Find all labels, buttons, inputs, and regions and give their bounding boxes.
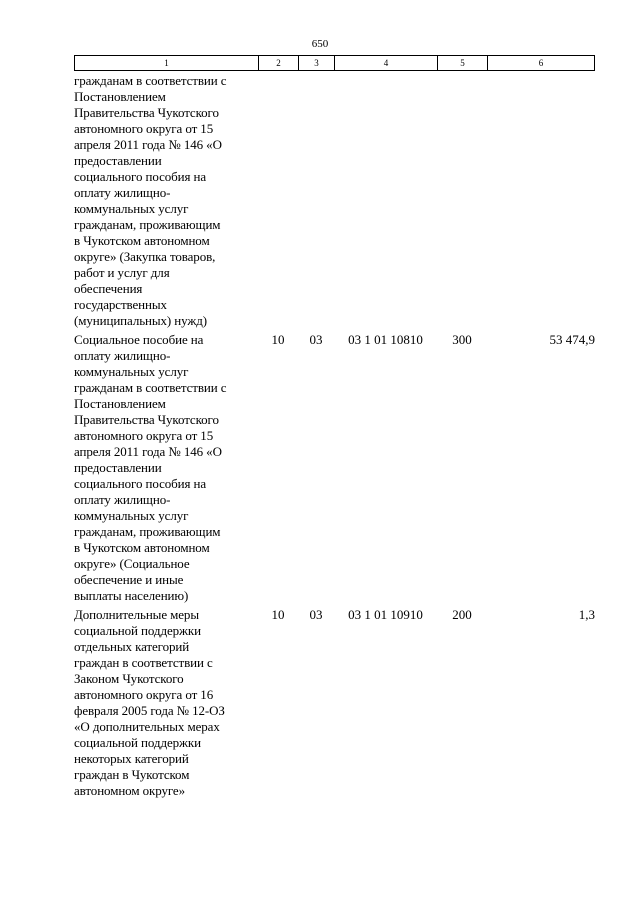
table-body bbox=[74, 73, 595, 802]
table-row bbox=[74, 73, 595, 329]
header-col-1: 1 bbox=[75, 56, 259, 70]
table-row bbox=[74, 607, 595, 799]
row-target-code: 03 1 01 10910 bbox=[348, 607, 423, 622]
header-col-2: 2 bbox=[259, 56, 299, 70]
row-expense-type: 300 bbox=[452, 332, 472, 347]
row-name: Дополнительные меры социальной поддержки отдельных категорий граждан в соответствии с Законом Чукотского автономного округа от 16 февраля 2005 года № 12-ОЗ «О дополнительных мерах социальной поддержки некоторых категорий граждан в Чукотском автономном округе» bbox=[74, 607, 225, 798]
row-section: 10 bbox=[271, 332, 285, 347]
row-subsection: 03 bbox=[309, 607, 323, 622]
row-amount: 53 474,9 bbox=[549, 332, 595, 347]
page-number: 650 bbox=[311, 38, 329, 50]
header-col-3: 3 bbox=[299, 56, 335, 70]
table-header bbox=[74, 55, 595, 71]
row-name: гражданам в соответствии с Постановлением Правительства Чукотского автономного округа от 15 апреля 2011 года № 146 «О предоставлении социального пособия на оплату жилищно- коммунальных услуг гражданам, проживающим в Чукотском автономном округе» (Закупка товаров, работ и услуг для обеспечения государственных (муниципальных) нужд) bbox=[74, 73, 227, 328]
table-row bbox=[74, 332, 595, 604]
row-amount: 1,3 bbox=[578, 607, 595, 622]
row-section: 10 bbox=[271, 607, 285, 622]
header-col-4: 4 bbox=[335, 56, 438, 70]
row-target-code: 03 1 01 10810 bbox=[348, 332, 423, 347]
header-col-6: 6 bbox=[538, 58, 544, 68]
row-subsection: 03 bbox=[309, 332, 323, 347]
row-expense-type: 200 bbox=[452, 607, 472, 622]
header-col-5: 5 bbox=[438, 56, 488, 70]
row-name: Социальное пособие на оплату жилищно- коммунальных услуг гражданам в соответствии с Постановлением Правительства Чукотского автономного округа от 15 апреля 2011 года № 146 «О предоставлении социального пособия на оплату жилищно- коммунальных услуг гражданам, проживающим в Чукотском автономном округе» (Социальное обеспечение и иные выплаты населению) bbox=[74, 332, 227, 603]
